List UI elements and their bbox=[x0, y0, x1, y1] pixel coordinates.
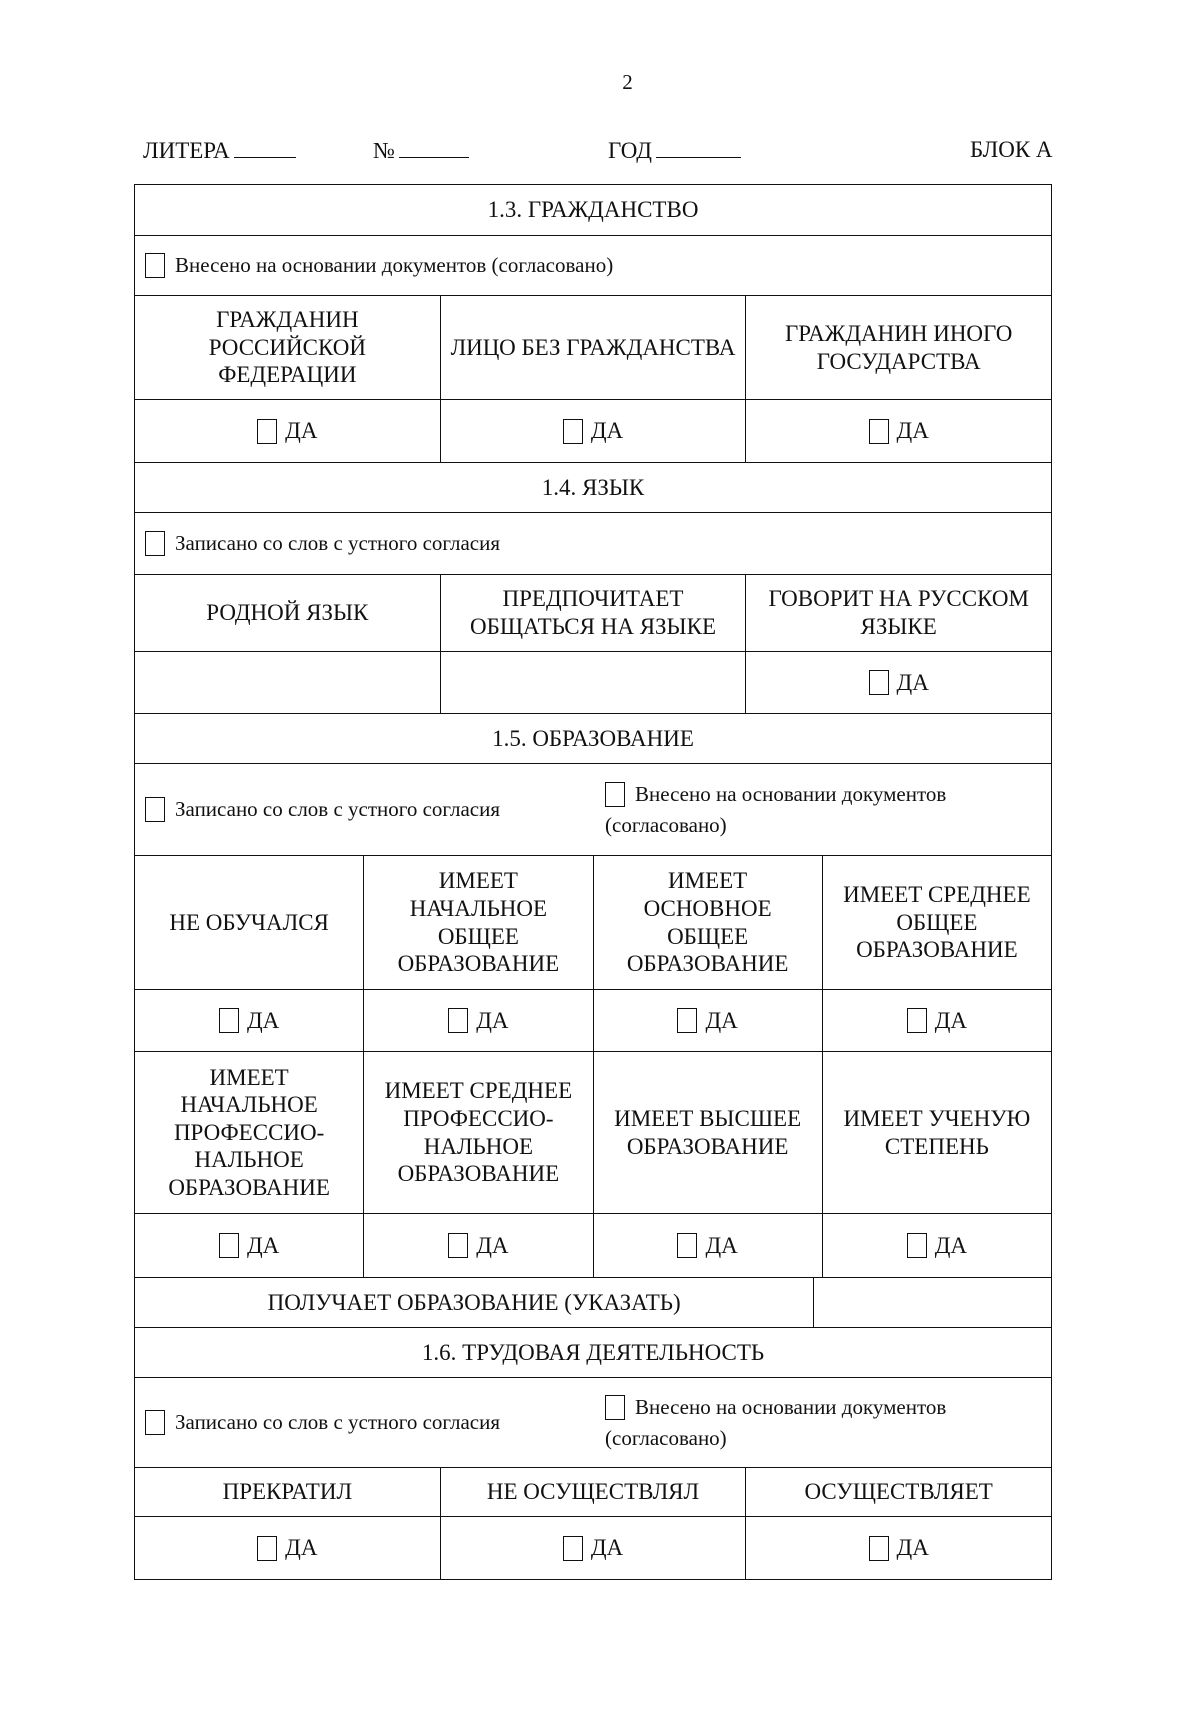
education-docs-label: Внесено на основании документов bbox=[635, 782, 947, 807]
language-header-row bbox=[135, 574, 1051, 651]
education-answer-row-1 bbox=[135, 989, 1051, 1051]
yes-checkbox[interactable] bbox=[869, 1536, 889, 1561]
yes-label: ДА bbox=[246, 1007, 280, 1033]
language-answer-row bbox=[135, 651, 1051, 713]
employment-verbal-option bbox=[145, 1410, 500, 1435]
page-number: 2 bbox=[622, 70, 633, 94]
employment-column-header: ПРЕКРАТИЛ bbox=[222, 1479, 353, 1505]
yes-label: ДА bbox=[285, 1535, 318, 1561]
language-note-row bbox=[135, 512, 1051, 574]
yes-label: ДА bbox=[476, 1007, 509, 1033]
yes-label: ДА bbox=[934, 1007, 968, 1033]
employment-verbal-label: Записано со слов с устного согласия bbox=[175, 1409, 500, 1434]
education-docs-label-continued: (согласовано) bbox=[605, 812, 727, 837]
yes-label: ДА bbox=[590, 1535, 624, 1561]
yes-label: ДА bbox=[934, 1232, 968, 1258]
employment-docs-checkbox[interactable] bbox=[605, 1395, 625, 1420]
number-input-line[interactable] bbox=[399, 137, 469, 158]
yes-label: ДА bbox=[705, 1232, 738, 1258]
education-column-header: ИМЕЕТ СРЕДНЕЕ ПРОФЕССИО-НАЛЬНОЕ ОБРАЗОВАНИЕ bbox=[363, 1052, 592, 1213]
education-column-header: НЕ ОБУЧАЛСЯ bbox=[169, 909, 329, 935]
litera-field bbox=[143, 137, 296, 164]
citizenship-title: 1.3. ГРАЖДАНСТВО bbox=[487, 197, 699, 223]
yes-checkbox[interactable] bbox=[219, 1008, 239, 1033]
education-answer-row-2 bbox=[135, 1213, 1051, 1277]
yes-option bbox=[219, 1232, 279, 1260]
litera-input-line[interactable] bbox=[234, 137, 296, 158]
receiving-education-label: ПОЛУЧАЕТ ОБРАЗОВАНИЕ (УКАЗАТЬ) bbox=[267, 1289, 681, 1315]
yes-label: ДА bbox=[590, 418, 624, 444]
yes-label: ДА bbox=[285, 418, 318, 444]
yes-checkbox[interactable] bbox=[563, 419, 583, 444]
education-title: 1.5. ОБРАЗОВАНИЕ bbox=[492, 725, 694, 751]
education-verbal-label: Записано со слов с устного согласия bbox=[175, 796, 500, 821]
number-label: № bbox=[373, 138, 395, 163]
education-column-header: ИМЕЕТ ВЫСШЕЕ ОБРАЗОВАНИЕ bbox=[593, 1052, 822, 1213]
language-column-header: ПРЕДПОЧИТАЕТ ОБЩАТЬСЯ НА ЯЗЫКЕ bbox=[440, 575, 746, 651]
yes-checkbox[interactable] bbox=[907, 1233, 927, 1258]
employment-column-header: НЕ ОСУЩЕСТВЛЯЛ bbox=[440, 1468, 746, 1516]
yes-option bbox=[257, 1534, 317, 1562]
citizenship-docs-checkbox[interactable] bbox=[145, 253, 165, 278]
yes-option bbox=[907, 1007, 967, 1035]
yes-option bbox=[563, 417, 623, 445]
receiving-education-input[interactable] bbox=[813, 1278, 1051, 1327]
year-input-line[interactable] bbox=[656, 137, 741, 158]
yes-option bbox=[677, 1232, 737, 1260]
yes-checkbox[interactable] bbox=[869, 670, 889, 695]
citizenship-title-row bbox=[135, 185, 1051, 235]
employment-docs-option bbox=[605, 1392, 946, 1453]
citizenship-docs-label: Внесено на основании документов (согласовано) bbox=[175, 252, 614, 277]
employment-verbal-checkbox[interactable] bbox=[145, 1410, 165, 1435]
citizenship-header-row bbox=[135, 295, 1051, 399]
language-title: 1.4. ЯЗЫК bbox=[541, 474, 645, 500]
education-docs-checkbox[interactable] bbox=[605, 782, 625, 807]
education-header-row-1 bbox=[135, 855, 1051, 989]
education-header-row-2 bbox=[135, 1051, 1051, 1213]
yes-checkbox[interactable] bbox=[448, 1233, 468, 1258]
employment-header-row bbox=[135, 1467, 1051, 1516]
yes-checkbox[interactable] bbox=[677, 1008, 697, 1033]
citizenship-column-header: ГРАЖДАНИН РОССИЙСКОЙ ФЕДЕРАЦИИ bbox=[208, 307, 366, 388]
number-field bbox=[373, 137, 469, 164]
questionnaire-table bbox=[134, 184, 1052, 1580]
yes-option bbox=[869, 417, 929, 445]
yes-checkbox[interactable] bbox=[448, 1008, 468, 1033]
employment-title: 1.6. ТРУДОВАЯ ДЕЯТЕЛЬНОСТЬ bbox=[421, 1339, 765, 1365]
native-language-input[interactable] bbox=[135, 652, 440, 713]
education-column-header: ИМЕЕТ НАЧАЛЬНОЕ ОБЩЕЕ ОБРАЗОВАНИЕ bbox=[363, 856, 592, 989]
yes-checkbox[interactable] bbox=[869, 419, 889, 444]
language-column-header: ГОВОРИТ НА РУССКОМ ЯЗЫКЕ bbox=[745, 575, 1051, 651]
employment-docs-label: Внесено на основании документов bbox=[635, 1395, 947, 1420]
preferred-language-input[interactable] bbox=[440, 652, 746, 713]
education-column-header: ИМЕЕТ СРЕДНЕЕ ОБЩЕЕ ОБРАЗОВАНИЕ bbox=[822, 856, 1051, 989]
yes-label: ДА bbox=[476, 1232, 509, 1258]
citizenship-column-header: ЛИЦО БЕЗ ГРАЖДАНСТВА bbox=[440, 296, 746, 399]
yes-checkbox[interactable] bbox=[677, 1233, 697, 1258]
employment-docs-label-continued: (согласовано) bbox=[605, 1425, 727, 1450]
yes-label: ДА bbox=[896, 1535, 929, 1561]
language-column-header: РОДНОЙ ЯЗЫК bbox=[206, 600, 369, 626]
yes-checkbox[interactable] bbox=[257, 419, 277, 444]
employment-column-header: ОСУЩЕСТВЛЯЕТ bbox=[745, 1468, 1051, 1516]
education-docs-option bbox=[605, 779, 946, 840]
citizenship-column-header: ГРАЖДАНИН ИНОГО ГОСУДАРСТВА bbox=[745, 296, 1051, 399]
language-verbal-checkbox[interactable] bbox=[145, 531, 165, 556]
education-verbal-checkbox[interactable] bbox=[145, 797, 165, 822]
citizenship-docs-option bbox=[145, 253, 613, 278]
education-column-header: ИМЕЕТ НАЧАЛЬНОЕ ПРОФЕССИО-НАЛЬНОЕ ОБРАЗОВАНИЕ bbox=[168, 1064, 330, 1200]
citizenship-answer-row bbox=[135, 399, 1051, 462]
yes-option bbox=[257, 417, 317, 445]
yes-checkbox[interactable] bbox=[219, 1233, 239, 1258]
year-field bbox=[608, 137, 741, 164]
yes-option bbox=[869, 669, 929, 697]
form-header bbox=[143, 137, 1055, 167]
yes-option bbox=[448, 1232, 508, 1260]
litera-label: ЛИТЕРА bbox=[143, 138, 230, 163]
education-note-row bbox=[135, 763, 1051, 855]
language-title-row bbox=[135, 462, 1051, 512]
education-title-row bbox=[135, 713, 1051, 763]
yes-label: ДА bbox=[705, 1007, 738, 1033]
yes-option bbox=[869, 1534, 929, 1562]
citizenship-note-row bbox=[135, 235, 1051, 295]
yes-checkbox[interactable] bbox=[563, 1536, 583, 1561]
yes-option bbox=[448, 1007, 508, 1035]
yes-option bbox=[677, 1007, 737, 1035]
language-verbal-option bbox=[145, 531, 500, 556]
education-column-header: ИМЕЕТ ОСНОВНОЕ ОБЩЕЕ ОБРАЗОВАНИЕ bbox=[593, 856, 822, 989]
yes-label: ДА bbox=[246, 1232, 280, 1258]
yes-label: ДА bbox=[896, 418, 929, 444]
yes-option bbox=[563, 1534, 623, 1562]
language-verbal-label: Записано со слов с устного согласия bbox=[175, 530, 500, 555]
yes-checkbox[interactable] bbox=[257, 1536, 277, 1561]
yes-checkbox[interactable] bbox=[907, 1008, 927, 1033]
yes-option bbox=[219, 1007, 279, 1035]
employment-answer-row bbox=[135, 1516, 1051, 1579]
yes-label: ДА bbox=[896, 669, 929, 695]
receiving-education-row bbox=[135, 1277, 1051, 1327]
education-verbal-option bbox=[145, 797, 500, 822]
employment-title-row bbox=[135, 1327, 1051, 1377]
education-column-header: ИМЕЕТ УЧЕНУЮ СТЕПЕНЬ bbox=[822, 1052, 1051, 1213]
year-label: ГОД bbox=[608, 138, 652, 163]
employment-note-row bbox=[135, 1377, 1051, 1467]
block-label: БЛОК А bbox=[970, 137, 1053, 162]
yes-option bbox=[907, 1232, 967, 1260]
